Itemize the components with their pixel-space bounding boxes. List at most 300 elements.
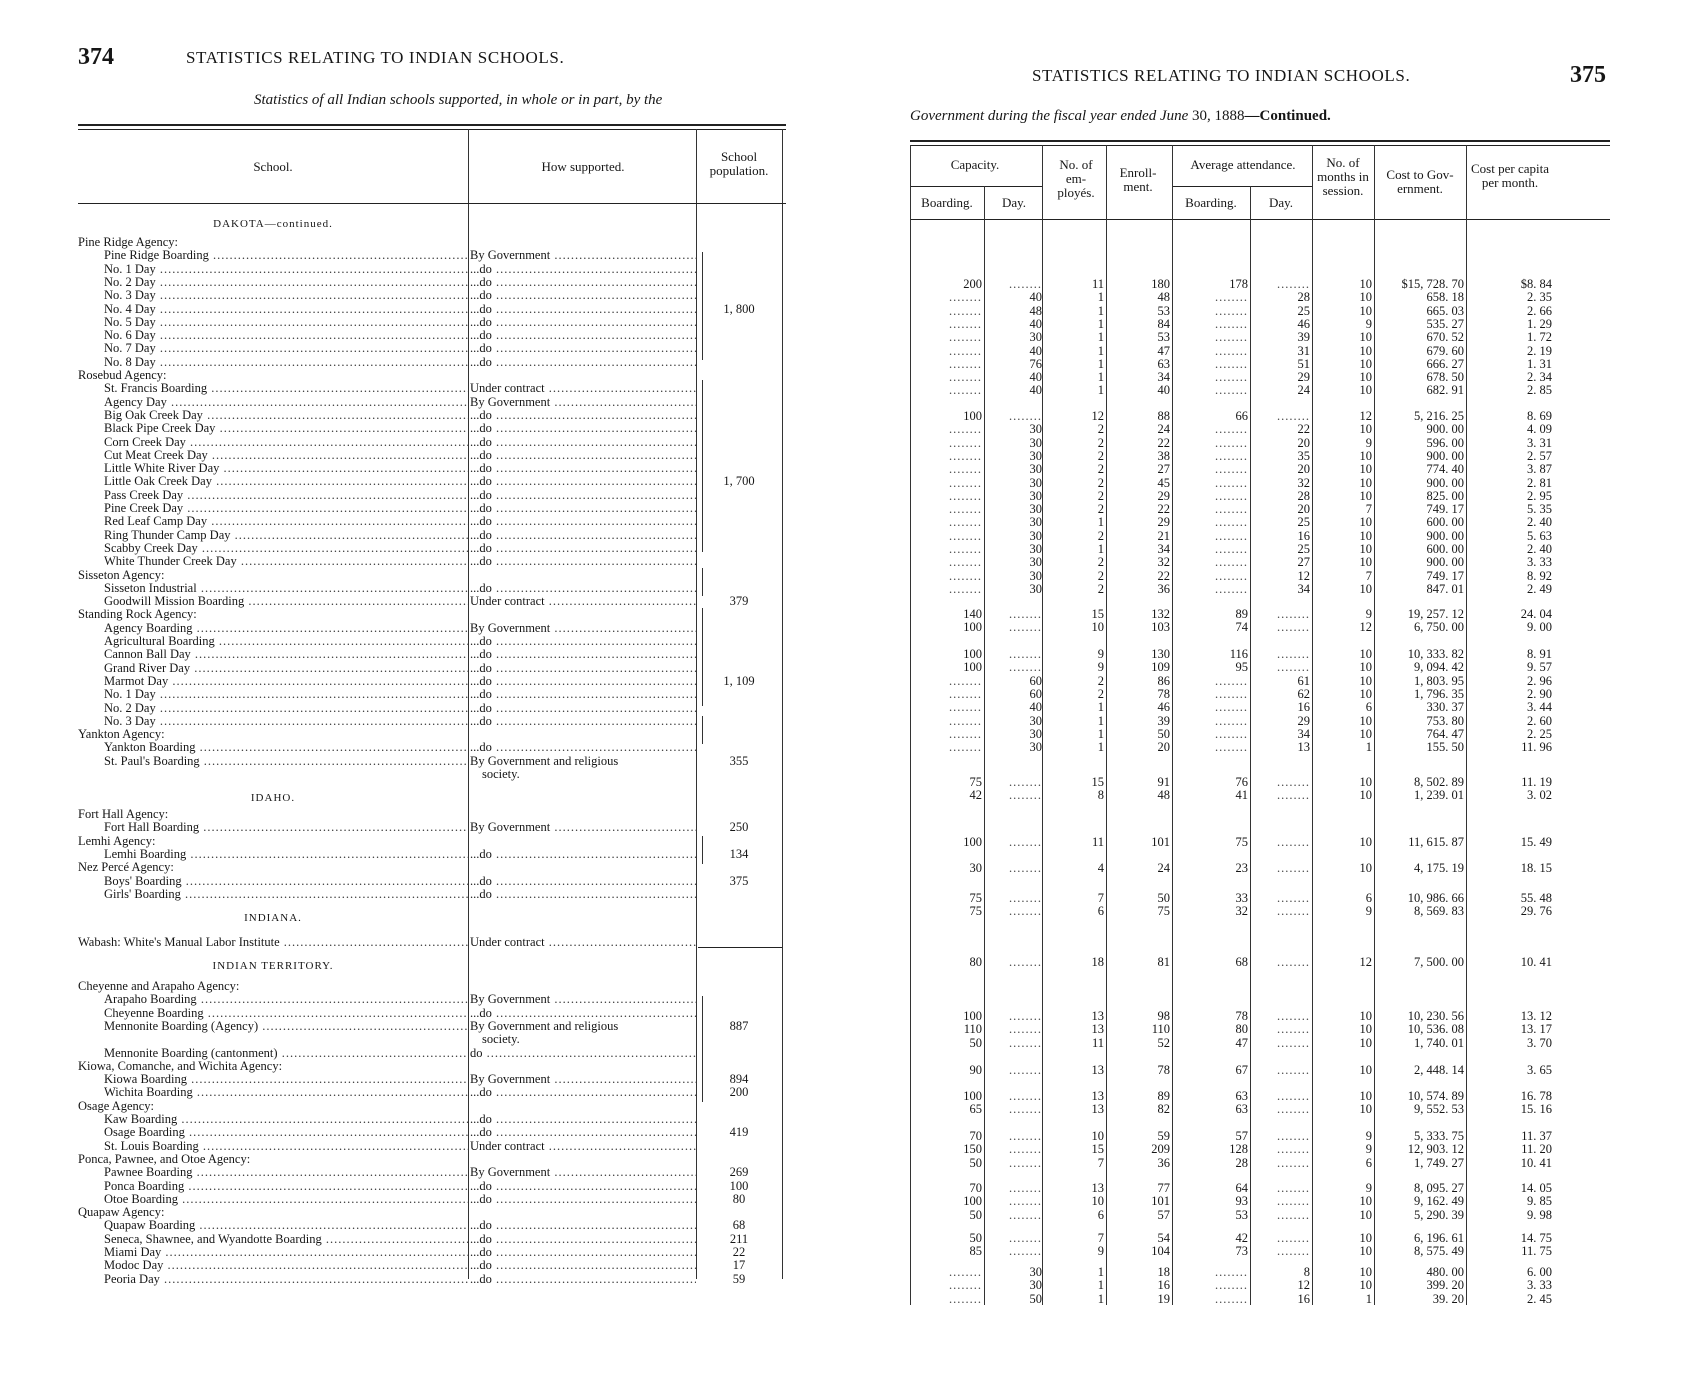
school-population: 355: [729, 753, 749, 768]
capacity-day: 60: [1029, 686, 1042, 701]
table-row: [78, 542, 788, 555]
how-supported: ...do .....: [470, 875, 696, 888]
table-row: [910, 648, 1620, 661]
avg-day: 12: [1297, 568, 1310, 583]
avg-boarding: ........: [1215, 1278, 1248, 1293]
table-row: [78, 303, 788, 316]
table-row: [78, 648, 788, 661]
capacity-day: 30: [1029, 581, 1042, 596]
table-row: [910, 1293, 1620, 1306]
cost-to-government: 682. 91: [1426, 383, 1464, 398]
agency-name: Rosebud Agency:: [78, 369, 167, 382]
enrollment: 18: [1157, 1265, 1170, 1279]
school-name: Otoe Boarding .....: [78, 1193, 468, 1206]
cost-per-capita: 2. 90: [1527, 686, 1552, 701]
school-name: Quapaw Boarding .....: [78, 1219, 468, 1232]
table-row: [910, 836, 1620, 849]
table-row: [78, 755, 788, 768]
cost-per-capita: 8. 69: [1527, 409, 1552, 423]
avg-boarding: ........: [1215, 330, 1248, 345]
months: 10: [1359, 448, 1372, 463]
cost-to-government: 10, 986. 66: [1407, 891, 1464, 905]
avg-day: 20: [1297, 462, 1310, 477]
school-name: Black Pipe Creek Day .....: [78, 422, 468, 435]
capacity-boarding: ........: [949, 370, 982, 385]
avg-boarding: ........: [1215, 740, 1248, 755]
avg-boarding: ........: [1215, 673, 1248, 688]
capacity-boarding: ........: [949, 1265, 982, 1279]
table-row: [78, 489, 788, 502]
capacity-day: 30: [1029, 542, 1042, 556]
table-row: [78, 1166, 788, 1179]
capacity-day: 40: [1029, 343, 1042, 358]
table-row: [78, 1273, 788, 1286]
avg-day: 25: [1297, 542, 1310, 556]
employes: 13: [1091, 1102, 1104, 1117]
capacity-day: 50: [1029, 1291, 1042, 1306]
cost-per-capita: 4. 09: [1527, 422, 1552, 437]
how-supported: ...do .....: [470, 1193, 696, 1206]
cost-per-capita: 11. 19: [1521, 775, 1552, 789]
col-header-school: School.: [253, 159, 293, 174]
avg-day: ........: [1277, 660, 1310, 675]
months: 10: [1359, 303, 1372, 318]
capacity-boarding: ........: [949, 713, 982, 728]
avg-day: 16: [1297, 1291, 1310, 1306]
how-supported: ...do .....: [470, 648, 696, 661]
capacity-boarding: 65: [969, 1102, 982, 1117]
months: 10: [1359, 1102, 1372, 1117]
how-supported: By Government .....: [470, 821, 696, 834]
table-row: [78, 369, 788, 382]
table-row: [78, 462, 788, 475]
school-name: Boys' Boarding .....: [78, 875, 468, 888]
col-header-cost: Cost to Gov- ernment.: [1386, 167, 1454, 196]
avg-boarding: ........: [1215, 303, 1248, 318]
employes: 7: [1097, 1155, 1104, 1170]
employes: 8: [1097, 788, 1104, 803]
cost-per-capita: 16. 78: [1520, 1089, 1552, 1103]
table-row: [910, 450, 1620, 463]
table-row: [910, 345, 1620, 358]
avg-day: ........: [1277, 1009, 1310, 1023]
school-name: Mennonite Boarding (Agency) .....: [78, 1020, 468, 1033]
school-name: No. 8 Day .....: [78, 356, 468, 369]
cost-to-government: 11, 615. 87: [1408, 835, 1464, 849]
employes: 2: [1097, 448, 1104, 463]
months: 10: [1359, 726, 1372, 741]
enrollment: 130: [1151, 647, 1170, 661]
capacity-day: 30: [1029, 555, 1042, 570]
enrollment: 209: [1151, 1142, 1170, 1157]
employes: 6: [1097, 904, 1104, 918]
table-row: [78, 263, 788, 276]
avg-boarding: ........: [1215, 462, 1248, 477]
months: 10: [1359, 1063, 1372, 1077]
table-row: [910, 291, 1620, 304]
capacity-boarding: 140: [963, 607, 982, 621]
cost-to-government: 678. 50: [1426, 370, 1464, 385]
school-name: No. 3 Day .....: [78, 715, 468, 728]
capacity-boarding: 100: [963, 1089, 982, 1103]
avg-day: 12: [1297, 1278, 1310, 1293]
cost-to-government: 670. 52: [1426, 330, 1464, 345]
table-row: [78, 249, 788, 262]
capacity-day: ........: [1009, 1129, 1042, 1143]
months: 10: [1359, 277, 1372, 291]
enrollment: 91: [1157, 775, 1170, 789]
table-row: [910, 1232, 1620, 1245]
employes: 1: [1097, 713, 1104, 728]
capacity-day: 40: [1029, 700, 1042, 715]
cost-to-government: 6, 196. 61: [1414, 1231, 1464, 1245]
school-name: Red Leaf Camp Day .....: [78, 515, 468, 528]
months: 10: [1359, 475, 1372, 490]
employes: 15: [1091, 1142, 1104, 1157]
capacity-boarding: ........: [949, 542, 982, 556]
table-row: [78, 980, 788, 993]
school-population: 68: [732, 1218, 746, 1233]
employes: 2: [1097, 422, 1104, 437]
avg-day: 51: [1297, 356, 1310, 371]
table-row: [78, 289, 788, 302]
months: 10: [1359, 686, 1372, 701]
cost-per-capita: 3. 33: [1527, 555, 1552, 570]
capacity-boarding: ........: [949, 502, 982, 517]
cost-to-government: 900. 00: [1426, 555, 1464, 570]
enrollment: 48: [1157, 290, 1170, 305]
capacity-boarding: ........: [949, 316, 982, 331]
avg-boarding: 178: [1229, 277, 1248, 291]
avg-boarding: ........: [1215, 528, 1248, 543]
capacity-boarding: ........: [949, 726, 982, 741]
how-supported: ...do .....: [470, 1259, 696, 1272]
school-name: Pass Creek Day .....: [78, 489, 468, 502]
employes: 1: [1097, 356, 1104, 371]
table-row: [78, 1033, 788, 1046]
months: 10: [1359, 1244, 1372, 1259]
school-population: 59: [732, 1271, 746, 1286]
months: 10: [1359, 542, 1372, 556]
capacity-boarding: 90: [969, 1063, 982, 1077]
how-supported: ...do .....: [470, 356, 696, 369]
school-population: 887: [729, 1018, 749, 1033]
employes: 9: [1097, 1244, 1104, 1259]
capacity-day: 40: [1029, 370, 1042, 385]
table-row: [910, 1266, 1620, 1279]
months: 6: [1365, 891, 1372, 905]
capacity-day: ........: [1009, 1194, 1042, 1209]
school-name: Kiowa Boarding .....: [78, 1073, 468, 1086]
table-row: [78, 768, 788, 781]
enrollment: 77: [1157, 1181, 1170, 1195]
capacity-boarding: 30: [969, 861, 982, 875]
employes: 9: [1097, 647, 1104, 661]
school-name: Goodwill Mission Boarding .....: [78, 595, 468, 608]
table-row: [78, 356, 788, 369]
table-row: [910, 1143, 1620, 1156]
standing-rock-brace: [702, 608, 703, 706]
avg-day: ........: [1277, 1231, 1310, 1245]
enrollment: 89: [1157, 1089, 1170, 1103]
subtitle-part-3: —Continued.: [1244, 108, 1331, 124]
how-supported: ...do .....: [470, 329, 696, 342]
cost-to-government: 1, 803. 95: [1414, 673, 1464, 688]
cost-per-capita: 8. 91: [1527, 647, 1552, 661]
school-name: Peoria Day .....: [78, 1273, 468, 1286]
months: 10: [1359, 515, 1372, 530]
enrollment: 109: [1151, 660, 1170, 675]
table-row: [78, 1219, 788, 1232]
capacity-boarding: ........: [949, 462, 982, 477]
avg-boarding: 73: [1235, 1244, 1248, 1259]
school-name: Agency Day .....: [78, 396, 468, 409]
school-population: 200: [729, 1085, 749, 1100]
table-row: [78, 1007, 788, 1020]
months: 10: [1359, 330, 1372, 345]
school-name: No. 5 Day .....: [78, 316, 468, 329]
employes: 1: [1097, 726, 1104, 741]
table-row: [78, 622, 788, 635]
table-row: [910, 423, 1620, 436]
avg-day: 8: [1303, 1265, 1310, 1279]
table-row: [78, 675, 788, 688]
school-name: Cannon Ball Day .....: [78, 648, 468, 661]
cost-to-government: 749. 17: [1426, 502, 1464, 517]
cost-per-capita: 55. 48: [1520, 891, 1552, 905]
table-row: [910, 318, 1620, 331]
capacity-day: 30: [1029, 422, 1042, 437]
cost-to-government: 600. 00: [1426, 515, 1464, 530]
agency-name: Quapaw Agency:: [78, 1206, 165, 1220]
table-row: [78, 595, 788, 608]
how-supported: ...do .....: [470, 422, 696, 435]
months: 10: [1359, 462, 1372, 477]
table-row: [910, 278, 1620, 291]
months: 10: [1359, 422, 1372, 437]
table-row: [78, 236, 788, 249]
header-rule: [910, 219, 1610, 220]
months: 1: [1365, 1291, 1372, 1306]
enrollment: 22: [1157, 568, 1170, 583]
avg-boarding: ........: [1215, 515, 1248, 530]
employes: 13: [1091, 1022, 1104, 1037]
employes: 11: [1091, 1035, 1104, 1050]
table-row: [910, 1064, 1620, 1077]
school-name: St. Louis Boarding .....: [78, 1140, 468, 1153]
months: 10: [1359, 356, 1372, 371]
table-row: [910, 1279, 1620, 1292]
capacity-boarding: 75: [969, 904, 982, 918]
capacity-day: 30: [1029, 330, 1042, 345]
employes: 7: [1097, 891, 1104, 905]
agency-name: Nez Percé Agency:: [78, 861, 174, 875]
capacity-day: 76: [1029, 356, 1042, 371]
avg-boarding: ........: [1215, 1291, 1248, 1306]
table-row: [78, 436, 788, 449]
capacity-boarding: ........: [949, 356, 982, 371]
table-row: [78, 1086, 788, 1099]
avg-boarding: 42: [1235, 1231, 1248, 1245]
school-name: Little Oak Creek Day .....: [78, 475, 468, 488]
months: 9: [1365, 1142, 1372, 1157]
capacity-day: 30: [1029, 515, 1042, 530]
how-supported: ...do .....: [470, 702, 696, 715]
pine-ridge-brace: [702, 252, 703, 360]
employes: 13: [1091, 1089, 1104, 1103]
capacity-boarding: ........: [949, 448, 982, 463]
cost-to-government: 764. 47: [1426, 726, 1464, 741]
how-supported: society.: [482, 768, 520, 781]
how-supported: ...do .....: [470, 303, 696, 316]
school-name: No. 2 Day .....: [78, 702, 468, 715]
avg-boarding: ........: [1215, 726, 1248, 741]
avg-boarding: 67: [1235, 1063, 1248, 1077]
cost-per-capita: 5. 63: [1527, 528, 1552, 543]
how-supported: ...do .....: [470, 741, 696, 754]
school-name: Ring Thunder Camp Day .....: [78, 529, 468, 542]
avg-day: 20: [1297, 502, 1310, 517]
cost-per-capita: 11. 20: [1521, 1142, 1552, 1157]
table-row: [910, 862, 1620, 875]
avg-day: ........: [1277, 647, 1310, 661]
enrollment: 29: [1157, 515, 1170, 530]
avg-day: 25: [1297, 303, 1310, 318]
school-population: 894: [729, 1072, 749, 1087]
employes: 10: [1091, 1129, 1104, 1143]
section-indiana: INDIANA.: [244, 912, 302, 924]
school-population: 379: [729, 594, 749, 609]
school-population: 1, 800: [723, 301, 755, 316]
yankton-brace: [702, 716, 703, 744]
cost-per-capita: 2. 19: [1527, 343, 1552, 358]
table-row: [78, 409, 788, 422]
months: 7: [1365, 502, 1372, 517]
table-row: [910, 331, 1620, 344]
how-supported: ...do .....: [470, 555, 696, 568]
avg-day: 39: [1297, 330, 1310, 345]
table-row: [78, 1246, 788, 1259]
employes: 2: [1097, 555, 1104, 570]
enrollment: 34: [1157, 542, 1170, 556]
avg-boarding: ........: [1215, 290, 1248, 305]
enrollment: 16: [1157, 1278, 1170, 1293]
capacity-rule: [910, 186, 1042, 187]
how-supported: By Government and religious: [470, 1019, 619, 1033]
table-row: [78, 702, 788, 715]
capacity-day: ........: [1009, 409, 1042, 423]
table-row: [910, 1037, 1620, 1050]
avg-boarding: ........: [1215, 435, 1248, 450]
agency-name: Cheyenne and Arapaho Agency:: [78, 980, 240, 993]
school-population: 419: [729, 1125, 749, 1140]
months: 10: [1359, 861, 1372, 875]
left-page-number: 374: [78, 44, 114, 70]
table-row: [910, 570, 1620, 583]
school-name: Girls' Boarding .....: [78, 888, 468, 901]
enrollment: 50: [1157, 891, 1170, 905]
cost-per-capita: 11. 37: [1521, 1129, 1552, 1143]
school-name: No. 4 Day .....: [78, 303, 468, 316]
capacity-boarding: 100: [963, 660, 982, 675]
table-row: [78, 608, 788, 621]
table-row: [78, 1047, 788, 1060]
school-name: Little White River Day .....: [78, 462, 468, 475]
employes: 2: [1097, 488, 1104, 503]
months: 10: [1359, 775, 1372, 789]
school-population: 1, 700: [723, 474, 755, 489]
avg-boarding: 66: [1235, 409, 1248, 423]
cost-per-capita: 3. 31: [1527, 435, 1552, 450]
cost-per-capita: 9. 85: [1527, 1194, 1552, 1209]
capacity-boarding: 150: [963, 1142, 982, 1157]
capacity-day: 30: [1029, 1265, 1042, 1279]
avg-boarding: 76: [1235, 775, 1248, 789]
school-name: Fort Hall Boarding .....: [78, 821, 468, 834]
cost-to-government: 9, 162. 49: [1414, 1194, 1464, 1209]
avg-boarding: ........: [1215, 700, 1248, 715]
avg-day: ........: [1277, 1244, 1310, 1259]
table-row: [78, 1126, 788, 1139]
how-supported: ...do .....: [470, 502, 696, 515]
cost-per-capita: 14. 75: [1520, 1231, 1552, 1245]
avg-day: 31: [1297, 343, 1310, 358]
employes: 1: [1097, 316, 1104, 331]
agency-name: Osage Agency:: [78, 1099, 155, 1113]
capacity-day: 40: [1029, 316, 1042, 331]
avg-day: 20: [1297, 435, 1310, 450]
how-supported: Under contract .....: [470, 1140, 696, 1153]
months: 10: [1359, 1194, 1372, 1209]
cost-to-government: 535. 27: [1426, 316, 1464, 331]
employes: 4: [1097, 861, 1104, 875]
school-name: Agricultural Boarding .....: [78, 635, 468, 648]
avg-day: 24: [1297, 383, 1310, 398]
col-header-capacity: Capacity.: [950, 157, 1000, 172]
how-supported: ...do .....: [470, 888, 696, 901]
cost-to-government: 10, 574. 89: [1407, 1089, 1464, 1103]
how-supported: ...do .....: [470, 1180, 696, 1193]
school-name: No. 1 Day .....: [78, 688, 468, 701]
avg-boarding: 128: [1229, 1142, 1248, 1157]
table-row: [910, 1130, 1620, 1143]
how-supported: ...do .....: [470, 1219, 696, 1232]
enrollment: 19: [1157, 1291, 1170, 1306]
avg-boarding: 78: [1235, 1009, 1248, 1023]
agency-name: Fort Hall Agency:: [78, 808, 169, 821]
avg-day: 29: [1297, 713, 1310, 728]
cost-per-capita: 2. 60: [1527, 713, 1552, 728]
enrollment: 34: [1157, 370, 1170, 385]
capacity-boarding: ........: [949, 568, 982, 583]
agency-name: Lemhi Agency:: [78, 834, 156, 848]
how-supported: ...do .....: [470, 489, 696, 502]
capacity-boarding: 50: [969, 1231, 982, 1245]
section-idaho: IDAHO.: [250, 792, 296, 804]
employes: 9: [1097, 660, 1104, 675]
table-row: [910, 437, 1620, 450]
cost-to-government: 900. 00: [1426, 475, 1464, 490]
school-name: Kaw Boarding .....: [78, 1113, 468, 1126]
how-supported: ...do .....: [470, 542, 696, 555]
avg-day: ........: [1277, 955, 1310, 969]
sisseton-brace: [702, 568, 703, 596]
capacity-day: 30: [1029, 475, 1042, 490]
school-name: No. 7 Day .....: [78, 342, 468, 355]
avg-boarding: ........: [1215, 581, 1248, 596]
section-dakota: DAKOTA—continued.: [213, 218, 333, 230]
avg-boarding: 95: [1235, 660, 1248, 675]
